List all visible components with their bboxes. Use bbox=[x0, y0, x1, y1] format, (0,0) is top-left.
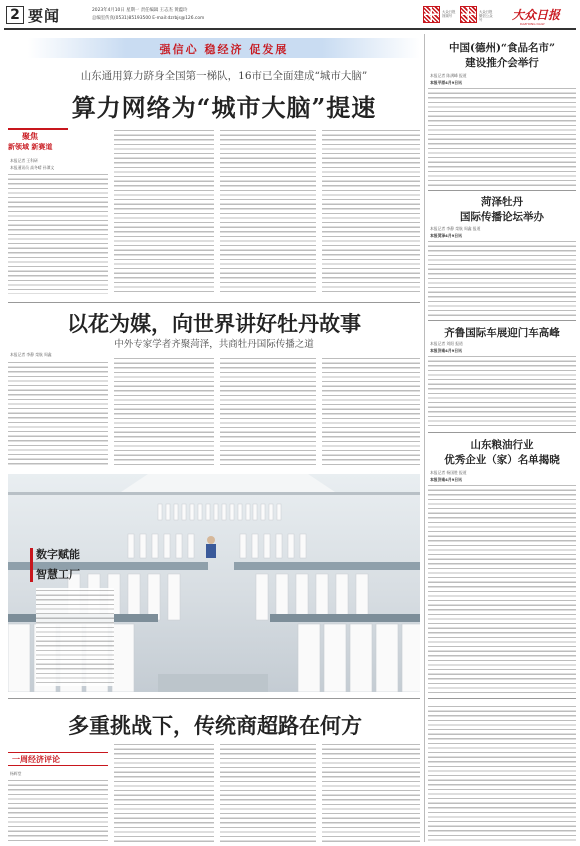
story2-body bbox=[8, 360, 108, 468]
right-s1-body bbox=[428, 86, 576, 186]
story3-body bbox=[114, 742, 214, 842]
qr-label-1: 大众日报视频号 bbox=[442, 10, 456, 18]
header-rule bbox=[4, 28, 576, 30]
logo-subtitle: DAZHONG DAILY bbox=[520, 22, 545, 26]
story1-body bbox=[220, 128, 316, 294]
story3-headline: 多重挑战下，传统商超路在何方 bbox=[68, 713, 362, 738]
right-s3-body bbox=[428, 354, 576, 428]
right-s3-title: 齐鲁国际车展迎门车高峰 bbox=[444, 327, 560, 339]
date-line: 2023年4月10日 星期一 责任编辑 王志杰 黄蕴玲 bbox=[92, 8, 188, 13]
column-label bbox=[8, 752, 108, 766]
divider bbox=[8, 302, 420, 303]
right-s1-title: 中国(德州)“食品名市” bbox=[448, 42, 555, 54]
divider bbox=[8, 698, 420, 699]
story2-byline: 本报记者 李静 栾航 周鑫 bbox=[10, 352, 52, 357]
story1-body bbox=[114, 128, 214, 294]
photo-caption: 数字赋能 bbox=[36, 548, 80, 561]
right-s1-byline: 本报记者 陈满峰 报道 bbox=[430, 73, 467, 78]
right-s4-byline: 本报记者 杨国胜 报道 bbox=[430, 470, 467, 475]
story2-body bbox=[114, 356, 214, 468]
right-s2-body bbox=[428, 239, 576, 317]
right-s2-byline: 本报记者 李静 栾航 周鑫 报道 bbox=[430, 226, 481, 231]
focus-tag-title: 聚焦 bbox=[22, 132, 38, 141]
story3-byline: 杨辉堂 bbox=[10, 771, 22, 776]
focus-tag bbox=[8, 128, 68, 152]
story1-body bbox=[8, 172, 108, 294]
divider bbox=[428, 432, 576, 433]
story3-body bbox=[322, 742, 420, 842]
right-s5-body bbox=[428, 704, 576, 842]
theme-banner-text: 强信心 稳经济 促发展 bbox=[159, 43, 289, 56]
contact-line: 总编室传真(0531)85193500 E-mail:dzrbjs@126.com bbox=[92, 16, 205, 21]
story1-kicker: 山东通用算力跻身全国第一梯队，16市已全面建成“城市大脑” bbox=[80, 70, 368, 82]
story2-body bbox=[220, 356, 316, 468]
newspaper-logo: 大众日报 bbox=[512, 8, 561, 22]
right-s3-dateline: 本报济南4月9日讯 bbox=[430, 348, 462, 353]
divider bbox=[428, 320, 576, 321]
qr-code-icon[interactable] bbox=[423, 6, 440, 23]
story2-headline: 以花为媒，向世界讲好牡丹故事 bbox=[67, 311, 361, 336]
photo-caption-bar bbox=[30, 548, 33, 582]
divider bbox=[428, 190, 576, 191]
right-s4-body bbox=[428, 483, 576, 693]
right-s1-dateline: 本报平原4月9日讯 bbox=[430, 80, 462, 85]
qr-code-icon[interactable] bbox=[460, 6, 477, 23]
story2-subhead: 中外专家学者齐聚菏泽，共商牡丹国际传播之道 bbox=[114, 339, 314, 350]
story1-byline: 本报记者 王科研 bbox=[10, 158, 38, 163]
divider bbox=[428, 698, 576, 699]
story3-body bbox=[8, 778, 108, 842]
right-s4-dateline: 本报济南4月9日讯 bbox=[430, 477, 462, 482]
page-header bbox=[0, 0, 580, 30]
story1-headline: 算力网络为“城市大脑”提速 bbox=[71, 93, 377, 122]
story1-byline-2: 本报通讯员 高冬晴 孙谭文 bbox=[10, 165, 55, 170]
story3-body bbox=[220, 742, 316, 842]
column-divider bbox=[424, 34, 425, 842]
photo-description bbox=[36, 588, 114, 686]
column-label-text: 一周经济评论 bbox=[12, 755, 60, 764]
right-s2-dateline: 本报菏泽4月9日讯 bbox=[430, 233, 462, 238]
right-s3-byline: 本报记者 刘阳 报道 bbox=[430, 341, 463, 346]
right-s2-title: 菏泽牡丹 bbox=[481, 196, 523, 208]
right-s2-title-2: 国际传播论坛举办 bbox=[460, 211, 544, 223]
focus-tag-subtitle: 新领域 新赛道 bbox=[8, 143, 53, 151]
right-s4-title-2: 优秀企业（家）名单揭晓 bbox=[444, 454, 560, 466]
right-s1-title-2: 建设推介会举行 bbox=[465, 57, 539, 69]
right-s4-title: 山东粮油行业 bbox=[470, 439, 534, 451]
story1-body bbox=[322, 128, 420, 294]
qr-label-2: 大众日报微信公众号 bbox=[479, 10, 493, 22]
story2-body bbox=[322, 356, 420, 468]
section-title: 要闻 bbox=[28, 7, 61, 25]
photo-caption-2: 智慧工厂 bbox=[36, 568, 80, 581]
page-number: 2 bbox=[6, 6, 24, 24]
